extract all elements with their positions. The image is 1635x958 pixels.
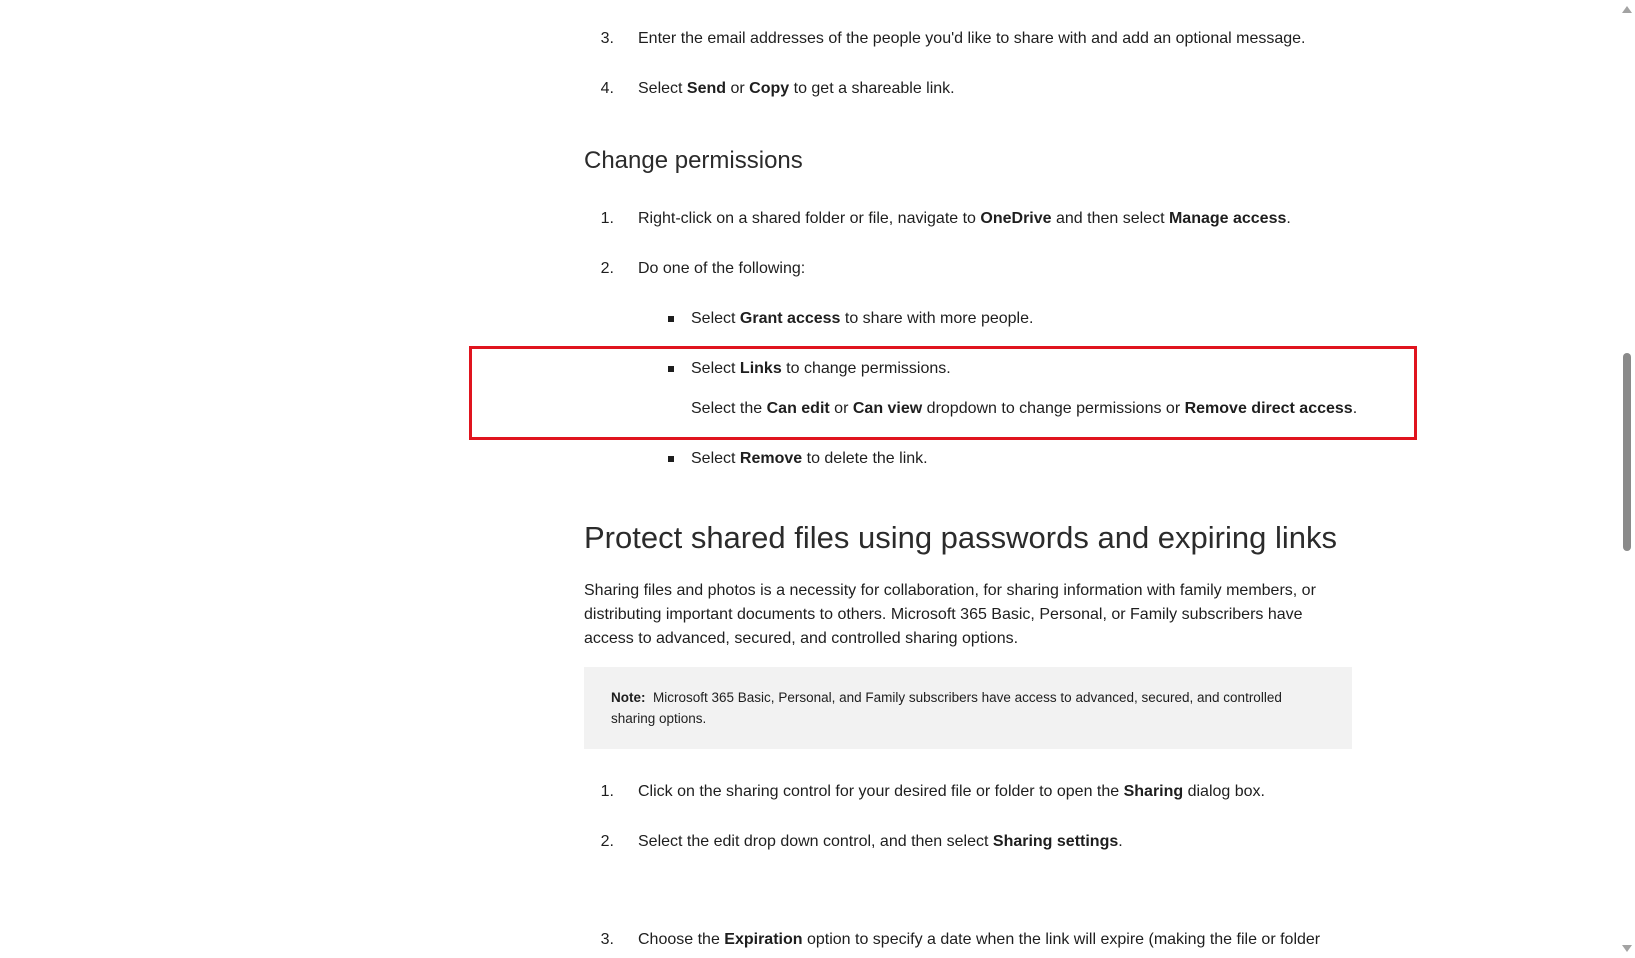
bold-term: Can view [852, 400, 923, 417]
text-run: Right-click on a shared folder or file, navigate to [638, 210, 981, 227]
text-run: Select [691, 310, 740, 327]
text-run: and then select [1051, 210, 1169, 227]
bold-term: Can edit [766, 400, 830, 417]
step-text [638, 207, 1291, 231]
step-text [638, 27, 1305, 51]
bullet-marker [668, 456, 674, 462]
text-run: Do one of the following: [638, 260, 806, 277]
step-number: 1. [600, 783, 614, 800]
section-heading-change-permissions: Change permissions [584, 147, 803, 174]
step-number: 3. [600, 30, 614, 47]
bold-term: OneDrive [980, 210, 1052, 227]
bold-term: Manage access [1168, 210, 1287, 227]
bold-term: Expiration [724, 931, 803, 948]
bold-term: Copy [749, 80, 790, 97]
text-run: Choose the [638, 931, 725, 948]
step-text [638, 257, 805, 281]
bold-term: Remove direct access [1184, 400, 1353, 417]
text-run: Select the edit drop down control, and then select [638, 833, 993, 850]
bold-term: Remove [739, 450, 803, 467]
step-number: 4. [600, 80, 614, 97]
scroll-up-arrow-icon[interactable] [1622, 6, 1632, 13]
step-number: 1. [600, 210, 614, 227]
scroll-down-arrow-icon[interactable] [1622, 945, 1632, 952]
text-run: . [1352, 400, 1358, 417]
vertical-scrollbar[interactable] [1618, 0, 1635, 958]
step-number: 2. [600, 260, 614, 277]
bullet-text [691, 307, 1033, 331]
note-box [584, 667, 1352, 749]
step-text [638, 928, 1320, 952]
text-run: to delete the link. [802, 450, 928, 467]
step-text [638, 830, 1123, 854]
text-run: Select the [691, 400, 767, 417]
step-number: 2. [600, 833, 614, 850]
text-run: to share with more people. [840, 310, 1034, 327]
scroll-thumb[interactable] [1623, 353, 1631, 551]
bold-term: Sharing settings [992, 833, 1119, 850]
text-run: Select [691, 360, 740, 377]
text-run: dropdown to change permissions or [922, 400, 1185, 417]
text-run: Select [691, 450, 740, 467]
text-run: option to specify a date when the link will expire (making the file or folder [802, 931, 1321, 948]
text-run: . [1118, 833, 1123, 850]
text-run: or [726, 80, 750, 97]
text-run: dialog box. [1183, 783, 1265, 800]
text-run: Click on the sharing control for your desired file or folder to open the [638, 783, 1124, 800]
bold-term: Send [686, 80, 727, 97]
bold-term: Links [739, 360, 782, 377]
bold-term: Grant access [739, 310, 841, 327]
step-text [638, 780, 1265, 804]
text-run: Select [638, 80, 687, 97]
text-run: Enter the email addresses of the people you'd like to share with and add an optional message. [638, 30, 1306, 47]
text-run: . [1286, 210, 1291, 227]
bullet-marker [668, 316, 674, 322]
note-label: Note: [611, 690, 646, 705]
text-run: to get a shareable link. [789, 80, 955, 97]
bold-term: Sharing [1123, 783, 1184, 800]
step-number: 3. [600, 931, 614, 948]
bullet-text [691, 447, 928, 471]
text-run: or [829, 400, 853, 417]
section-heading-protect-shared-files: Protect shared files using passwords and expiring links [584, 520, 1337, 555]
step-text [638, 77, 955, 101]
highlight-box [469, 346, 1417, 440]
text-run: to change permissions. [781, 360, 951, 377]
intro-paragraph: Sharing files and photos is a necessity for collaboration, for sharing information with family members, or distributing important documents to others. Microsoft 365 Basic, Personal, or Family subscribers have access to advanced, secured, and controlled sharing options. [584, 582, 1316, 647]
note-text: Microsoft 365 Basic, Personal, and Family subscribers have access to advanced, secured, and controlled sharing options. [611, 690, 1282, 726]
